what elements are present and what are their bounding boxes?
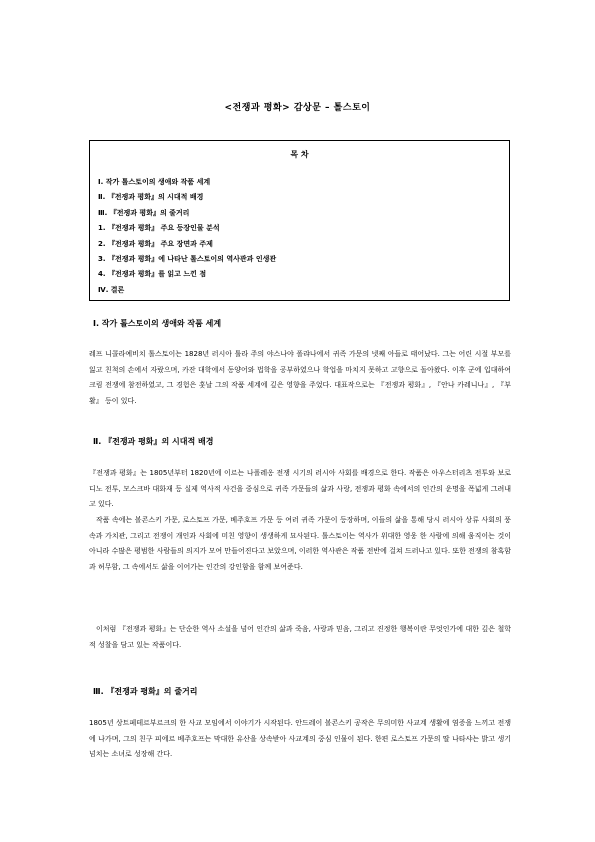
toc-item: Ⅰ. 작가 톨스토이의 생애와 작품 세계 — [98, 178, 211, 186]
table-of-contents — [89, 140, 510, 301]
toc-item: 1. 『전쟁과 평화』 주요 등장인물 분석 — [98, 224, 220, 233]
section-heading: Ⅱ. 『전쟁과 평화』의 시대적 배경 — [93, 437, 214, 446]
section-heading: Ⅰ. 작가 톨스토이의 생애와 작품 세계 — [93, 319, 222, 328]
document-title: <전쟁과 평화> 감상문 – 톨스토이 — [224, 103, 371, 113]
body-paragraph: 레프 니콜라예비치 톨스토이는 1828년 러시아 툴라 주의 야스나야 폴랴나에서 귀족 가문의 넷째 아들로 태어났다. 그는 어린 시절 부모를 잃고 친척의 손에서 자랐으며, 카잔 대학에서 동양어와 법학을 공부하였으나 학업을 마치지 못하고 고향으로 돌아왔다. 이후 군에 입대하여 크림 전쟁에 참전하였고, 그 경험은 훗날 그의 작품 세계에 깊은 영향을 주었다. 대표작으로는 『전쟁과 평화』, 『안나 카레니나』, 『부활』 등이 있다. — [89, 350, 511, 405]
section-heading: Ⅲ. 『전쟁과 평화』의 줄거리 — [93, 687, 198, 696]
toc-item: Ⅱ. 『전쟁과 평화』의 시대적 배경 — [98, 193, 204, 202]
toc-item: Ⅳ. 결론 — [98, 285, 125, 294]
toc-list — [98, 175, 276, 298]
body-paragraph: 작품 속에는 볼콘스키 가문, 로스토프 가문, 베주호프 가문 등 여러 귀족 가문이 등장하며, 이들의 삶을 통해 당시 러시아 상류 사회의 풍속과 가치관, 그리고 전쟁이 개인과 사회에 미친 영향이 생생하게 묘사된다. 톨스토이는 역사가 위대한 영웅 한 사람에 의해 움직이는 것이 아니라 수많은 평범한 사람들의 의지가 모여 만들어진다고 보았으며, 이러한 역사관은 작품 전반에 걸쳐 드러나고 있다. 또한 전쟁의 참혹함과 허무함, 그 속에서도 삶을 이어가는 인간의 강인함을 함께 보여준다. — [89, 516, 511, 571]
body-paragraph: 1805년 상트페테르부르크의 한 사교 모임에서 이야기가 시작된다. 안드레이 볼콘스키 공작은 무의미한 사교계 생활에 염증을 느끼고 전쟁에 나가며, 그의 친구 피에르 베주호프는 막대한 유산을 상속받아 사교계의 중심 인물이 된다. 한편 로스토프 가문의 딸 나타샤는 밝고 생기 넘치는 소녀로 성장해 간다. — [89, 719, 511, 758]
toc-item: 4. 『전쟁과 평화』를 읽고 느낀 점 — [98, 270, 207, 279]
toc-item: 2. 『전쟁과 평화』 주요 장면과 주제 — [98, 239, 213, 248]
toc-heading: 목 차 — [290, 150, 309, 159]
toc-item: 3. 『전쟁과 평화』에 나타난 톨스토이의 역사관과 인생관 — [98, 254, 277, 263]
toc-item: Ⅲ. 『전쟁과 평화』의 줄거리 — [98, 208, 190, 217]
body-paragraph: 이처럼 『전쟁과 평화』는 단순한 역사 소설을 넘어 인간의 삶과 죽음, 사랑과 믿음, 그리고 진정한 행복이란 무엇인가에 대한 깊은 철학적 성찰을 담고 있는 작품이다. — [89, 625, 511, 649]
body-paragraph: 『전쟁과 평화』는 1805년부터 1820년에 이르는 나폴레옹 전쟁 시기의 러시아 사회를 배경으로 한다. 작품은 아우스터리츠 전투와 보로디노 전투, 모스크바 대화재 등 실제 역사적 사건을 중심으로 귀족 가문들의 삶과 사랑, 전쟁과 평화 속에서의 인간의 운명을 폭넓게 그려내고 있다. — [89, 469, 511, 508]
